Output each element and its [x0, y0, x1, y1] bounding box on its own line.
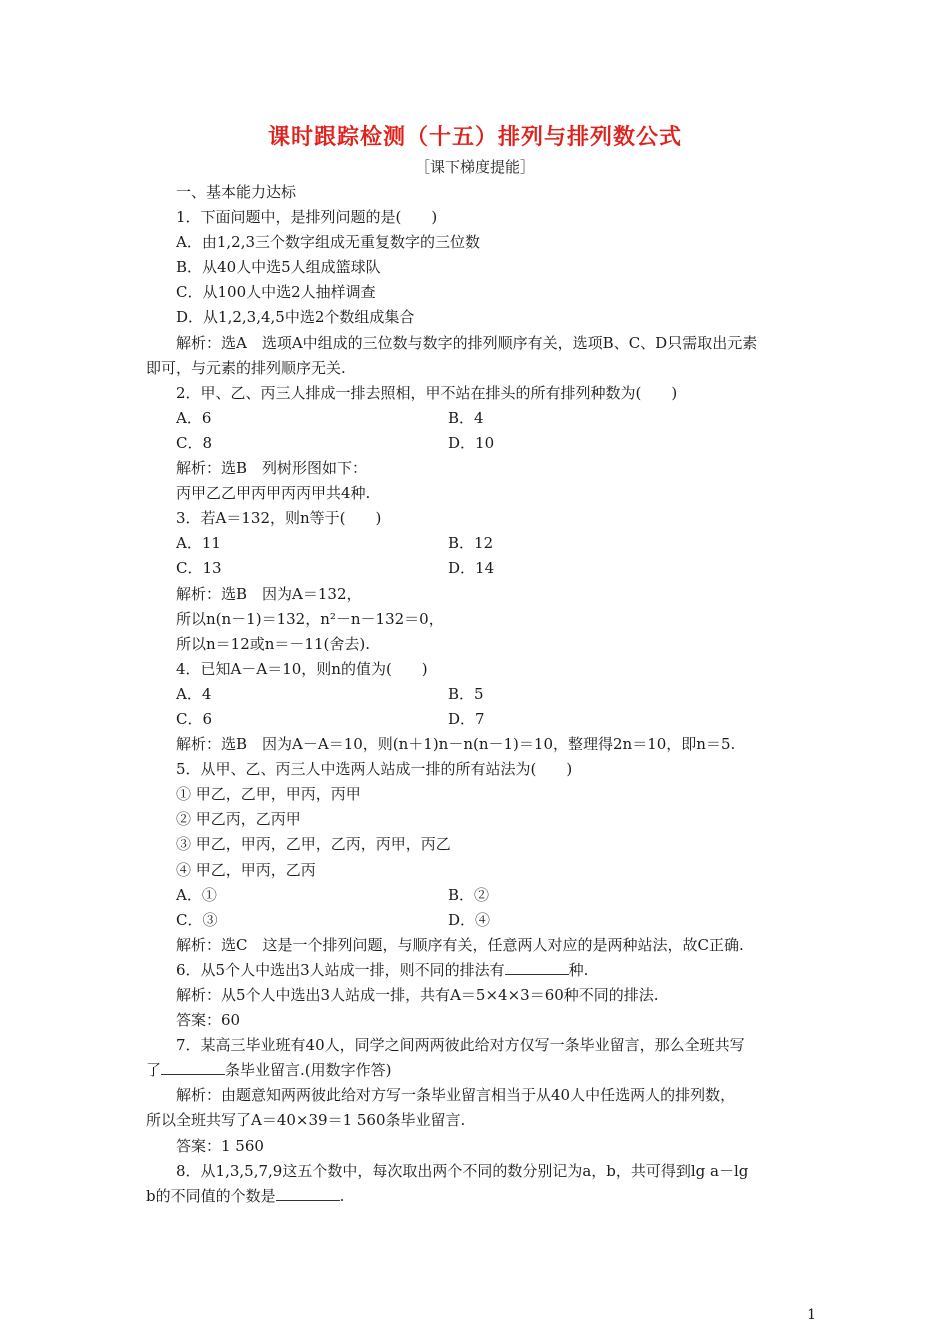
- q5-option-c: C．③: [176, 910, 218, 929]
- q5-option-b: B．②: [448, 885, 490, 904]
- q4-option-c: C．6: [176, 709, 213, 728]
- q2-solution-line1: 解析：选B 列树形图如下：: [176, 459, 368, 478]
- section-heading: 一、基本能力达标: [176, 183, 297, 201]
- page-number: 1: [807, 1307, 816, 1323]
- q7-stem-prefix: 了: [146, 1061, 162, 1080]
- q5-choice-1: ① 甲乙，乙甲，甲丙，丙甲: [176, 785, 361, 804]
- q3-options-row2: [146, 556, 811, 581]
- q1-option-a: A．由1,2,3三个数字组成无重复数字的三位数: [176, 233, 481, 252]
- q8-stem-line1: 8．从1,3,5,7,9这五个数中，每次取出两个不同的数分别记为a，b，共可得到lg a－lg: [176, 1161, 749, 1180]
- q8-stem-prefix: b的不同值的个数是: [146, 1186, 276, 1205]
- q3-option-c: C．13: [176, 559, 222, 578]
- q3-options-row1: [146, 531, 811, 556]
- q5-choice-3: ③ 甲乙，甲丙，乙甲，乙丙，丙甲，丙乙: [176, 835, 451, 854]
- q6-stem: [146, 958, 811, 983]
- q4-options-row2: [146, 707, 811, 732]
- q1-solution-line1: 解析：选A 选项A中组成的三位数与数字的排列顺序有关，选项B、C、D只需取出元素: [176, 333, 758, 352]
- document-body: [146, 180, 811, 1209]
- q1-option-d: D．从1,2,3,4,5中选2个数组成集合: [176, 308, 415, 327]
- q4-option-b: B．5: [448, 684, 484, 703]
- q5-option-a: A．①: [176, 885, 217, 904]
- q5-option-d: D．④: [448, 910, 491, 929]
- q5-choice-4: ④ 甲乙，甲丙，乙丙: [176, 860, 316, 879]
- q1-solution-line2: 即可，与元素的排列顺序无关.: [146, 358, 346, 377]
- q2-option-d: D．10: [448, 433, 495, 452]
- q3-solution-line2: 所以n(n－1)＝132，n²－n－132＝0，: [176, 609, 444, 628]
- q4-option-a: A．4: [176, 684, 212, 703]
- q7-stem-line1: 7．某高三毕业班有40人，同学之间两两彼此给对方仅写一条毕业留言，那么全班共写: [176, 1036, 745, 1055]
- page-subtitle: ［课下梯度提能］: [414, 158, 535, 176]
- q4-stem: 4．已知A－A＝10，则n的值为( ): [176, 659, 428, 678]
- q2-stem: 2．甲、乙、丙三人排成一排去照相，甲不站在排头的所有排列种数为( ): [176, 383, 678, 402]
- q8-answer-blank: [276, 1186, 340, 1201]
- q5-options-row2: [146, 908, 811, 933]
- q6-solution: 解析：从5个人中选出3人站成一排，共有A＝5×4×3＝60种不同的排法.: [176, 986, 659, 1004]
- q5-stem: 5．从甲、乙、丙三人中选两人站成一排的所有站法为( ): [176, 760, 573, 779]
- q7-solution-line1: 解析：由题意知两两彼此给对方写一条毕业留言相当于从40人中任选两人的排列数，: [176, 1086, 736, 1105]
- q7-stem-suffix: 条毕业留言.(用数字作答): [225, 1061, 392, 1080]
- q7-solution-line2: 所以全班共写了A＝40×39＝1 560条毕业留言.: [146, 1111, 466, 1130]
- q8-stem-suffix: .: [339, 1186, 345, 1205]
- q3-solution-line1: 解析：选B 因为A＝132，: [176, 584, 362, 603]
- q2-options-row1: [146, 406, 811, 431]
- q6-answer: 答案：60: [176, 1011, 241, 1030]
- q2-options-row2: [146, 431, 811, 456]
- q3-option-d: D．14: [448, 559, 495, 578]
- q1-option-c: C．从100人中选2人抽样调查: [176, 283, 376, 302]
- q4-option-d: D．7: [448, 709, 485, 728]
- q7-answer: 答案：1 560: [176, 1136, 264, 1155]
- q4-solution: 解析：选B 因为A－A＝10，则(n＋1)n－n(n－1)＝10，整理得2n＝10，即n＝5.: [176, 735, 736, 754]
- q6-answer-blank: [505, 960, 569, 975]
- q7-stem-line2: [146, 1058, 811, 1083]
- q3-solution-line3: 所以n＝12或n＝－11(舍去).: [176, 634, 370, 653]
- q1-stem: 1．下面问题中，是排列问题的是( ): [176, 208, 438, 227]
- q5-options-row1: [146, 883, 811, 908]
- q2-option-c: C．8: [176, 433, 213, 452]
- q6-stem-text: 6．从5个人中选出3人站成一排，则不同的排法有: [176, 960, 505, 979]
- q2-option-a: A．6: [176, 408, 212, 427]
- q3-stem: 3．若A＝132，则n等于( ): [176, 509, 382, 528]
- q2-solution-line2: 丙甲乙乙甲丙甲丙丙甲共4种.: [176, 484, 371, 503]
- q1-option-b: B．从40人中选5人组成篮球队: [176, 258, 381, 277]
- q5-solution: 解析：选C 这是一个排列问题，与顺序有关，任意两人对应的是两种站法，故C正确.: [176, 935, 744, 954]
- q5-choice-2: ② 甲乙丙，乙丙甲: [176, 810, 301, 829]
- q4-options-row1: [146, 682, 811, 707]
- page-title: 课时跟踪检测（十五）排列与排列数公式: [267, 124, 682, 150]
- q3-option-a: A．11: [176, 534, 221, 553]
- q6-stem-suffix: 种.: [568, 960, 589, 979]
- q2-option-b: B．4: [448, 408, 484, 427]
- q7-answer-blank: [161, 1060, 225, 1075]
- q8-stem-line2: [146, 1184, 811, 1209]
- q3-option-b: B．12: [448, 534, 494, 553]
